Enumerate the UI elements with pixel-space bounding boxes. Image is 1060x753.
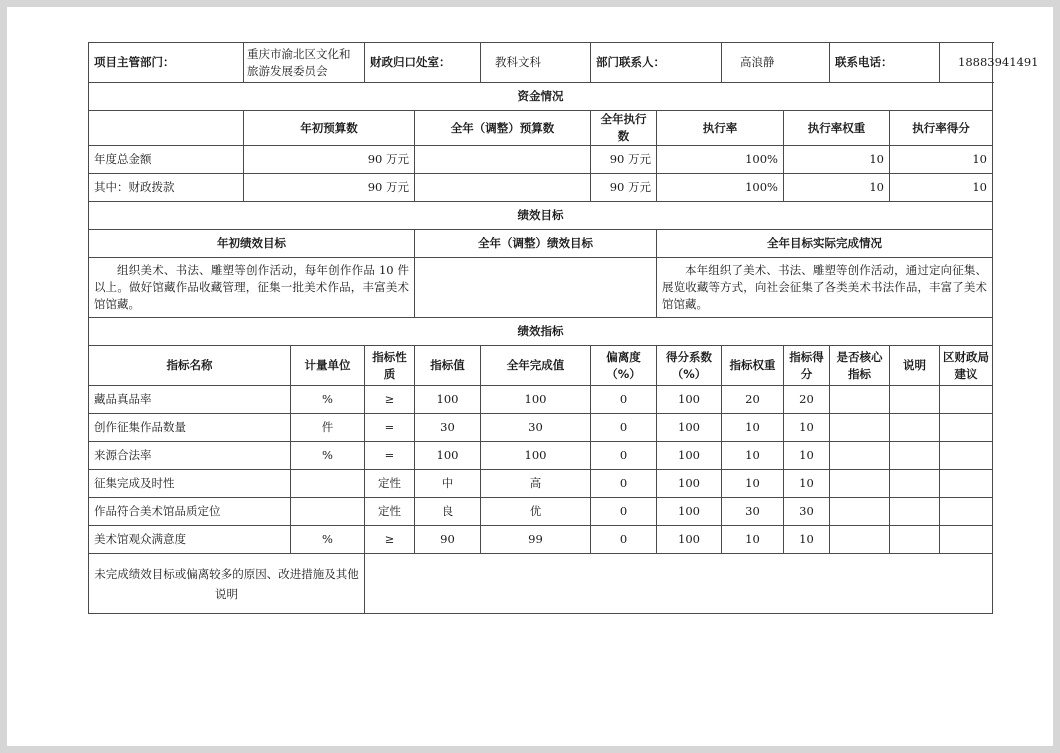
ind-core <box>830 526 890 554</box>
ind-note <box>890 470 940 498</box>
ind-nature: 定性 <box>365 470 415 498</box>
indicator-row <box>89 386 993 414</box>
funds-row-rate: 100% <box>657 146 784 174</box>
funds-header-row <box>89 111 993 146</box>
ind-col-weight: 指标权重 <box>722 346 784 386</box>
ind-deviation: 0 <box>591 526 657 554</box>
finance-value: 教科文科 <box>481 43 591 83</box>
ind-actual: 优 <box>481 498 591 526</box>
funds-col-weight: 执行率权重 <box>784 111 890 146</box>
goals-col-adjusted: 全年（调整）绩效目标 <box>415 230 657 258</box>
dept-label: 项目主管部门： <box>89 43 244 83</box>
ind-deviation: 0 <box>591 414 657 442</box>
ind-actual: 30 <box>481 414 591 442</box>
ind-note <box>890 526 940 554</box>
ind-advice <box>940 442 993 470</box>
ind-nature: 定性 <box>365 498 415 526</box>
funds-col-initial: 年初预算数 <box>244 111 415 146</box>
ind-col-name: 指标名称 <box>89 346 291 386</box>
funds-row-label: 其中：财政拨款 <box>89 174 244 202</box>
ind-actual: 100 <box>481 386 591 414</box>
indicator-row <box>89 526 993 554</box>
ind-advice <box>940 526 993 554</box>
reason-value <box>365 554 993 614</box>
funds-row-score: 10 <box>890 174 993 202</box>
funds-section-title: 资金情况 <box>89 83 993 111</box>
goals-actual-text: 本年组织了美术、书法、雕塑等创作活动，通过定向征集、展览收藏等方式，向社会征集了各类美术书法作品，丰富了美术馆馆藏。 <box>657 258 993 318</box>
ind-name: 藏品真品率 <box>89 386 291 414</box>
ind-weight: 10 <box>722 526 784 554</box>
ind-unit: % <box>291 442 365 470</box>
goals-col-initial: 年初绩效目标 <box>89 230 415 258</box>
phone-value: 18883941491 <box>940 43 993 83</box>
goals-initial-text: 组织美术、书法、雕塑等创作活动，每年创作作品 10 件以上。做好馆藏作品收藏管理，征集一批美术作品，丰富美术馆馆藏。 <box>89 258 415 318</box>
ind-note <box>890 498 940 526</box>
ind-weight: 10 <box>722 470 784 498</box>
ind-deviation: 0 <box>591 442 657 470</box>
reason-label: 未完成绩效目标或偏离较多的原因、改进措施及其他说明 <box>89 554 365 614</box>
ind-col-core: 是否核心指标 <box>830 346 890 386</box>
ind-col-actual: 全年完成值 <box>481 346 591 386</box>
funds-row-weight: 10 <box>784 174 890 202</box>
indicator-row <box>89 498 993 526</box>
ind-name: 征集完成及时性 <box>89 470 291 498</box>
ind-nature: ≥ <box>365 526 415 554</box>
ind-deviation: 0 <box>591 470 657 498</box>
ind-actual: 高 <box>481 470 591 498</box>
funds-row-score: 10 <box>890 146 993 174</box>
funds-row-label: 年度总金额 <box>89 146 244 174</box>
ind-col-nature: 指标性质 <box>365 346 415 386</box>
funds-row-rate: 100% <box>657 174 784 202</box>
ind-value: 30 <box>415 414 481 442</box>
ind-core <box>830 442 890 470</box>
ind-advice <box>940 498 993 526</box>
funds-row <box>89 146 993 174</box>
phone-label: 联系电话： <box>830 43 940 83</box>
funds-row-weight: 10 <box>784 146 890 174</box>
ind-advice <box>940 414 993 442</box>
ind-actual: 100 <box>481 442 591 470</box>
ind-name: 作品符合美术馆品质定位 <box>89 498 291 526</box>
ind-coef: 100 <box>657 386 722 414</box>
funds-row-initial: 90 万元 <box>244 174 415 202</box>
ind-nature: ≥ <box>365 386 415 414</box>
ind-col-value: 指标值 <box>415 346 481 386</box>
contact-label: 部门联系人： <box>591 43 722 83</box>
ind-score: 10 <box>784 442 830 470</box>
ind-unit: % <box>291 526 365 554</box>
funds-row-initial: 90 万元 <box>244 146 415 174</box>
footer-row <box>89 554 993 614</box>
ind-deviation: 0 <box>591 498 657 526</box>
ind-col-unit: 计量单位 <box>291 346 365 386</box>
ind-value: 良 <box>415 498 481 526</box>
indicator-row <box>89 414 993 442</box>
funds-col-blank <box>89 111 244 146</box>
ind-weight: 30 <box>722 498 784 526</box>
funds-row-adjusted <box>415 174 591 202</box>
ind-unit <box>291 470 365 498</box>
ind-value: 90 <box>415 526 481 554</box>
ind-col-advice: 区财政局建议 <box>940 346 993 386</box>
ind-coef: 100 <box>657 414 722 442</box>
contact-value: 高浪静 <box>722 43 830 83</box>
ind-core <box>830 414 890 442</box>
ind-coef: 100 <box>657 470 722 498</box>
ind-core <box>830 470 890 498</box>
ind-name: 创作征集作品数量 <box>89 414 291 442</box>
ind-score: 10 <box>784 414 830 442</box>
ind-col-score: 指标得分 <box>784 346 830 386</box>
ind-score: 20 <box>784 386 830 414</box>
finance-label: 财政归口处室： <box>365 43 481 83</box>
ind-value: 中 <box>415 470 481 498</box>
goals-section-title: 绩效目标 <box>89 202 993 230</box>
ind-coef: 100 <box>657 526 722 554</box>
ind-advice <box>940 470 993 498</box>
ind-note <box>890 442 940 470</box>
ind-unit: % <box>291 386 365 414</box>
ind-advice <box>940 386 993 414</box>
performance-form <box>88 42 1039 614</box>
ind-core <box>830 386 890 414</box>
indicator-row <box>89 442 993 470</box>
ind-col-note: 说明 <box>890 346 940 386</box>
ind-col-coef: 得分系数（%） <box>657 346 722 386</box>
ind-score: 10 <box>784 470 830 498</box>
ind-actual: 99 <box>481 526 591 554</box>
ind-unit <box>291 498 365 526</box>
ind-coef: 100 <box>657 442 722 470</box>
funds-col-executed: 全年执行数 <box>591 111 657 146</box>
goals-col-actual: 全年目标实际完成情况 <box>657 230 993 258</box>
indicators-header-row <box>89 346 993 386</box>
ind-core <box>830 498 890 526</box>
ind-nature: = <box>365 414 415 442</box>
indicator-row <box>89 470 993 498</box>
ind-score: 30 <box>784 498 830 526</box>
funds-row-executed: 90 万元 <box>591 174 657 202</box>
ind-coef: 100 <box>657 498 722 526</box>
ind-value: 100 <box>415 386 481 414</box>
document-page <box>7 7 1053 746</box>
ind-col-deviation: 偏离度（%） <box>591 346 657 386</box>
ind-note <box>890 386 940 414</box>
ind-score: 10 <box>784 526 830 554</box>
funds-row-executed: 90 万元 <box>591 146 657 174</box>
funds-row <box>89 174 993 202</box>
funds-col-rate: 执行率 <box>657 111 784 146</box>
ind-value: 100 <box>415 442 481 470</box>
header-row <box>89 43 993 83</box>
ind-deviation: 0 <box>591 386 657 414</box>
goals-content-row <box>89 258 993 318</box>
ind-name: 美术馆观众满意度 <box>89 526 291 554</box>
ind-nature: = <box>365 442 415 470</box>
indicators-section-title: 绩效指标 <box>89 318 993 346</box>
goals-header-row <box>89 230 993 258</box>
goals-adjusted-text <box>415 258 657 318</box>
funds-col-score: 执行率得分 <box>890 111 993 146</box>
ind-weight: 10 <box>722 442 784 470</box>
ind-weight: 20 <box>722 386 784 414</box>
dept-value: 重庆市渝北区文化和旅游发展委员会 <box>244 43 365 83</box>
ind-name: 来源合法率 <box>89 442 291 470</box>
ind-unit: 件 <box>291 414 365 442</box>
ind-note <box>890 414 940 442</box>
funds-row-adjusted <box>415 146 591 174</box>
ind-weight: 10 <box>722 414 784 442</box>
funds-col-adjusted: 全年（调整）预算数 <box>415 111 591 146</box>
